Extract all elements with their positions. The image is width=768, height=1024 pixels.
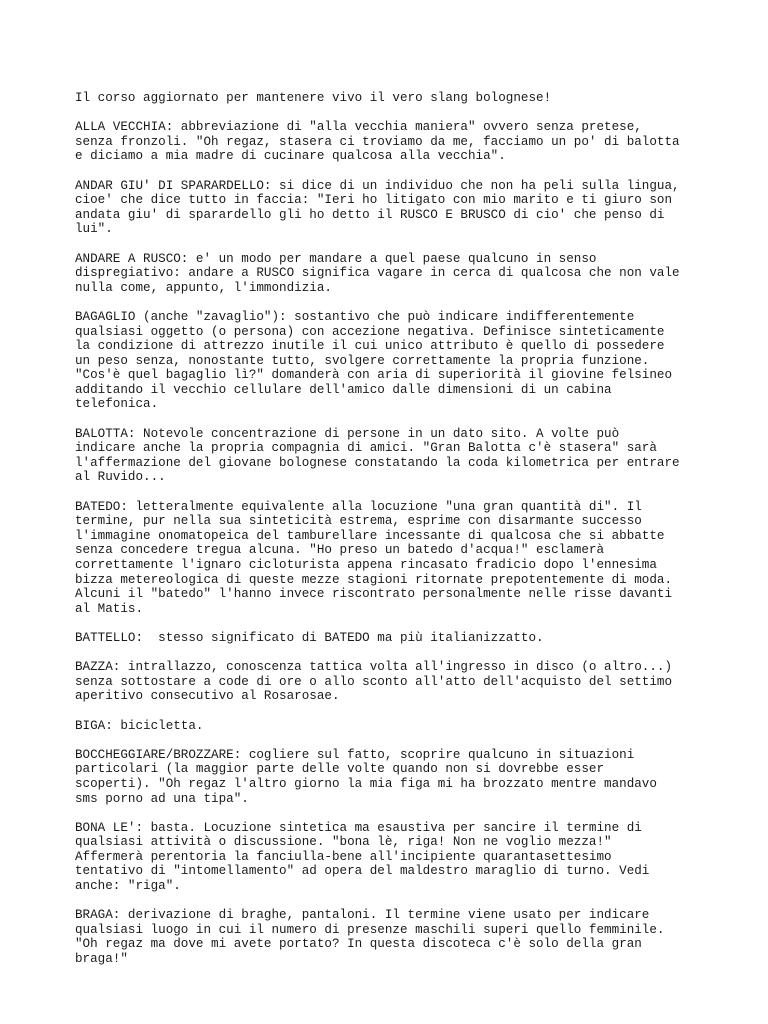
entry-balotta: BALOTTA: Notevole concentrazione di persone in un dato sito. A volte può indicare anche la propria compagnia di amici. "Gran Balotta c'è stasera" sarà l'affermazione del giovane bolognese constatando la coda kilometrica per entrare al Ruvido... <box>75 426 680 485</box>
entry-alla-vecchia: ALLA VECCHIA: abbreviazione di "alla vecchia maniera" ovvero senza pretese, senza fronzoli. "Oh regaz, stasera ci troviamo da me, facciamo un po' di balotta e diciamo a mia madre di cucinare qualcosa alla vecchia". <box>75 120 680 164</box>
entry-batedo: BATEDO: letteralmente equivalente alla locuzione "una gran quantità di". Il termine, pur nella sua sinteticità estrema, esprime con disarmante successo l'immagine onomatopeica del tamburellare incessante di qualcosa che si abbatte senza concedere tregua alcuna. "Ho preso un batedo d'acqua!" esclamerà correttamente l'ignaro cicloturista appena rincasato fradicio dopo l'ennesima bizza metereologica di queste mezze stagioni ritornate prepotentemente di moda. Alcuni il "batedo" l'hanno invece riscontrato personalmente nelle risse davanti al Matis. <box>75 499 673 616</box>
entry-battello: BATTELLO: stesso significato di BATEDO ma più italianizzatto. <box>75 630 544 645</box>
entry-bagaglio: BAGAGLIO (anche "zavaglio"): sostantivo che può indicare indifferentemente qualsiasi oggetto (o persona) con accezione negativa. Definisce sinteticamente la condizione di attrezzo inutile il cui unico attributo è quello di possedere un peso senza, nonostante tutto, svolgere correttamente la propria funzione. "Cos'è quel bagaglio lì?" domanderà con aria di superiorità il giovine felsineo additando il vecchio cellulare dell'amico dalle dimensioni di un cabina telefonica. <box>75 309 673 412</box>
entry-boccheggiare-brozzare: BOCCHEGGIARE/BROZZARE: cogliere sul fatto, scoprire qualcuno in situazioni particolari (la maggior parte delle volte quando non si dovrebbe esser scoperti). "Oh regaz l'altro giorno la mia figa mi ha brozzato mentre mandavo sms porno ad una tipa". <box>75 747 657 806</box>
entry-andare-a-rusco: ANDARE A RUSCO: e' un modo per mandare a quel paese qualcuno in senso dispregiativo: andare a RUSCO significa vagare in cerca di qualcosa che non vale nulla come, appunto, l'immondizia. <box>75 251 680 295</box>
entry-bazza: BAZZA: intrallazzo, conoscenza tattica volta all'ingresso in disco (o altro...) senza sottostare a code di ore o allo sconto all'atto dell'acquisto del settimo aperitivo consecutivo al Rosarosae. <box>75 660 673 704</box>
entry-biga: BIGA: bicicletta. <box>75 718 204 733</box>
entry-braga: BRAGA: derivazione di braghe, pantaloni. Il termine viene usato per indicare qualsiasi luogo in cui il numero di presenze maschili superi quello femminile. "Oh regaz ma dove mi avete portato? In questa discoteca c'è solo della gran braga!" <box>75 908 665 967</box>
document-page <box>75 91 755 981</box>
entry-andar-giu-di-sparardello: ANDAR GIU' DI SPARARDELLO: si dice di un individuo che non ha peli sulla lingua, cioe' che dice tutto in faccia: "Ieri ho litigato con mio marito e ti giuro son andata giu' di sparardello gli ho detto il RUSCO E BRUSCO di cio' che penso di lui". <box>75 178 680 237</box>
intro-line: Il corso aggiornato per mantenere vivo il vero slang bolognese! <box>75 91 552 105</box>
entry-bona-le: BONA LE': basta. Locuzione sintetica ma esaustiva per sancire il termine di qualsiasi attività o discussione. "bona lè, riga! Non ne voglio mezza!" Affermerà perentoria la fanciulla-bene all'incipiente quarantasettesimo tentativo di "intomellamento" ad opera del maldestro maraglio di turno. Vedi anche: "riga". <box>75 820 650 894</box>
